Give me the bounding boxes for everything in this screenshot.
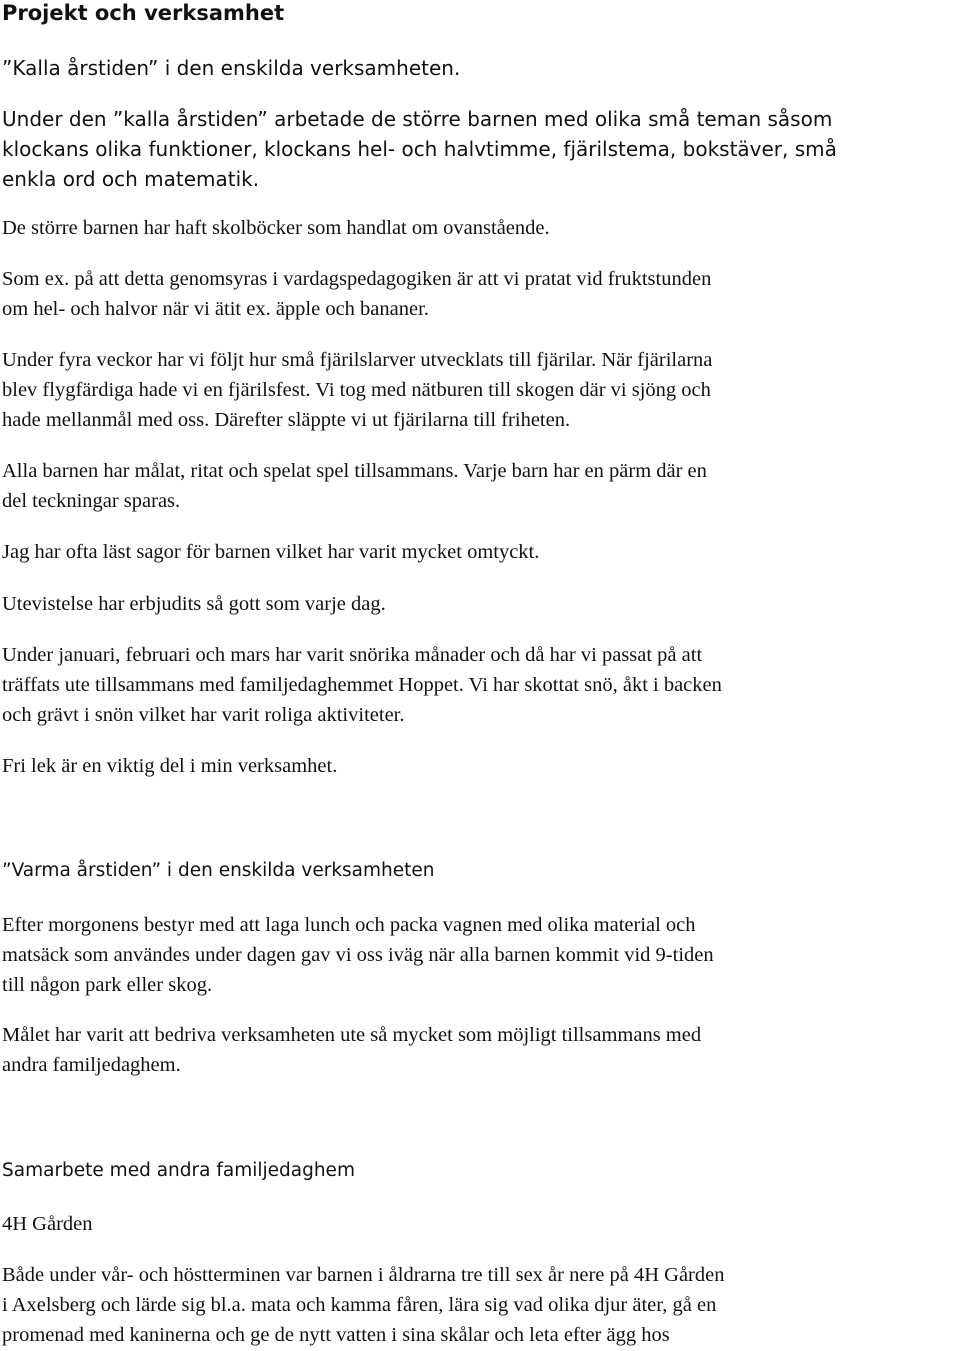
paragraph-winter [2,640,956,730]
paragraph-line: Både under vår- och höstterminen var barnen i åldrarna tre till sex år nere på 4H Gården [2,1264,725,1286]
paragraph-line: Som ex. på att detta genomsyras i vardagspedagogiken är att vi pratat vid fruktstunden [2,268,712,290]
paragraph-line: promenad med kaninerna och ge de nytt vatten i sina skålar och leta efter ägg hos [2,1324,670,1346]
paragraph-line: Målet har varit att bedriva verksamheten ute så mycket som möjligt tillsammans med [2,1024,702,1046]
subheading-4h-garden: 4H Gården [2,1213,93,1235]
paragraph-stories: Jag har ofta läst sagor för barnen vilket har varit mycket omtyckt. [2,541,540,563]
paragraph-example [2,264,956,324]
paragraph-free-play: Fri lek är en viktig del i min verksamhet. [2,755,338,777]
document-title: Projekt och verksamhet [2,1,285,25]
paragraph-line: blev flygfärdiga hade vi en fjärilsfest. Vi tog med nätburen till skogen där vi sjöng och [2,379,711,401]
paragraph-line: andra familjedaghem. [2,1054,181,1076]
paragraph-line: del teckningar sparas. [2,490,181,512]
section-heading-collaboration: Samarbete med andra familjedaghem [2,1160,355,1181]
paragraph-line: Efter morgonens bestyr med att laga lunch och packa vagnen med olika material och [2,914,696,936]
paragraph-butterflies [2,345,956,435]
paragraph-goal [2,1020,956,1080]
section-heading-warm-season: ”Varma årstiden” i den enskilda verksamheten [2,860,435,881]
paragraph-line: klockans olika funktioner, klockans hel- och halvtimme, fjärilstema, bokstäver, små [2,137,837,161]
paragraph-line: Under den ”kalla årstiden” arbetade de större barnen med olika små teman såsom [2,107,833,131]
paragraph-morning-routine [2,910,956,1000]
paragraph-line: om hel- och halvor när vi ätit ex. äpple och bananer. [2,298,429,320]
paragraph-line: Alla barnen har målat, ritat och spelat spel tillsammans. Varje barn har en pärm där en [2,460,707,482]
paragraph-line: träffats ute tillsammans med familjedaghemmet Hoppet. Vi har skottat snö, åkt i backen [2,674,722,696]
paragraph-themes [2,104,956,194]
paragraph-line: i Axelsberg och lärde sig bl.a. mata och kamma fåren, lära sig vad olika djur äter, gå en [2,1294,717,1316]
paragraph-line: till någon park eller skog. [2,974,213,996]
paragraph-line: matsäck som användes under dagen gav vi oss iväg när alla barnen kommit vid 9-tiden [2,944,714,966]
paragraph-line: Under fyra veckor har vi följt hur små fjärilslarver utvecklats till fjärilar. När fjärilarna [2,349,713,371]
paragraph-line: Under januari, februari och mars har varit snörika månader och då har vi passat på att [2,644,703,666]
paragraph-schoolbooks: De större barnen har haft skolböcker som handlat om ovanstående. [2,217,550,239]
paragraph-4h-garden [2,1260,956,1350]
paragraph-line: och grävt i snön vilket har varit roliga aktiviteter. [2,704,405,726]
paragraph-line: hade mellanmål med oss. Därefter släppte vi ut fjärilarna till friheten. [2,409,571,431]
section-intro: ”Kalla årstiden” i den enskilda verksamheten. [2,56,461,80]
paragraph-line: enkla ord och matematik. [2,167,260,191]
paragraph-outdoors: Utevistelse har erbjudits så gott som varje dag. [2,593,386,615]
paragraph-drawing [2,456,956,516]
